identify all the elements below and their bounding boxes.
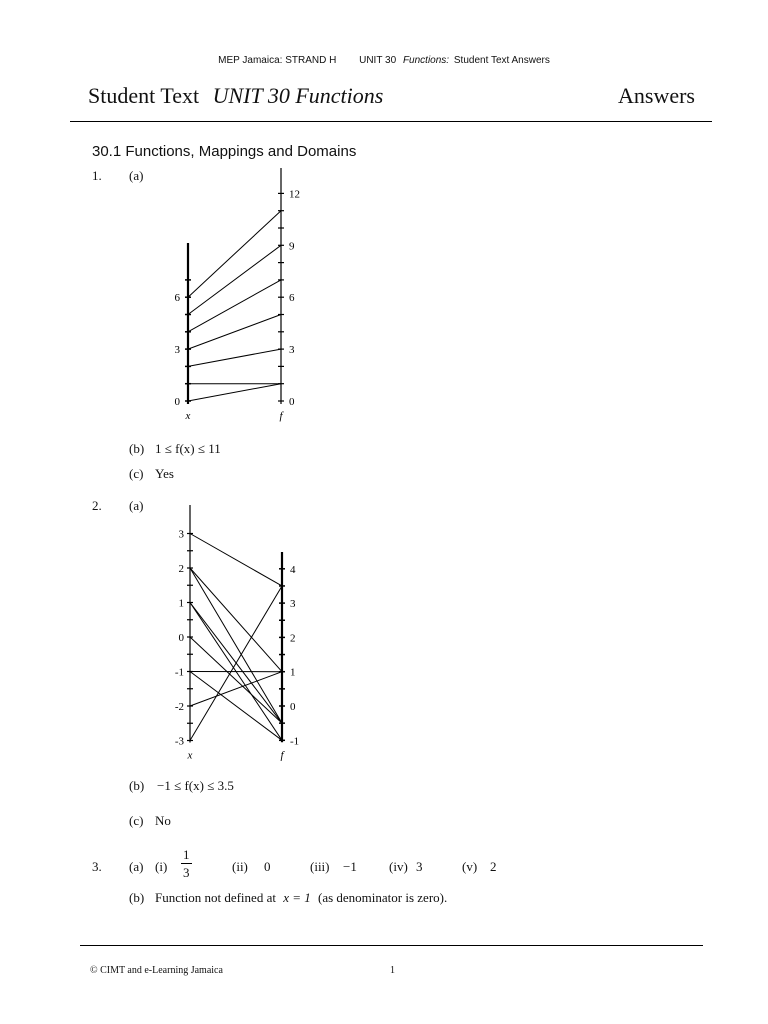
q3-label-i: (i) — [155, 859, 168, 874]
x-tick-label: 6 — [174, 292, 180, 305]
mapping-line — [188, 211, 281, 298]
q3-b-post: (as denominator is zero). — [318, 890, 448, 905]
q3-label-iv: (iv) — [389, 859, 408, 874]
q3-part-b: (b) — [129, 890, 145, 905]
q1-part-a: (a) — [129, 168, 144, 183]
footer-page-number: 1 — [390, 965, 395, 976]
f-tick-label: -1 — [290, 735, 300, 748]
footer-rule — [80, 945, 703, 946]
f-tick-label: 4 — [290, 563, 296, 576]
header-rule — [70, 121, 712, 122]
header-unit: UNIT 30 — [359, 55, 397, 66]
x-tick-label: 3 — [174, 344, 180, 357]
running-header — [0, 55, 768, 66]
q1-mapping-lines — [188, 211, 281, 401]
x-tick-label: -1 — [174, 666, 184, 679]
x-tick-label: -2 — [174, 701, 184, 713]
q2-part-b: (b) — [129, 778, 145, 793]
q3-label-iii: (iii) — [310, 859, 330, 874]
q1-part-c: (c) — [129, 466, 144, 481]
x-tick-label: 0 — [178, 632, 184, 644]
page-title — [88, 83, 383, 109]
q2-mapping-diagram — [160, 500, 320, 768]
q3-label-ii: (ii) — [232, 859, 248, 874]
mapping-line — [190, 672, 282, 741]
q2-part-c: (c) — [129, 813, 144, 828]
x-tick-label: -3 — [174, 735, 184, 748]
header-unit-group — [359, 55, 550, 66]
q3-b-pre: Function not defined at — [155, 890, 276, 905]
q3-value-iii: −1 — [343, 859, 357, 874]
q2-answer-c: No — [155, 813, 171, 828]
q1-mapping-diagram — [160, 165, 320, 430]
q3-b-math: x = 1 — [283, 890, 311, 905]
q1-range: 1 ≤ f(x) ≤ 11 — [155, 441, 221, 456]
q3-value-iv: 3 — [416, 859, 423, 874]
x-tick-label: 0 — [174, 396, 180, 408]
header-topic: Functions: — [402, 55, 450, 66]
x-tick-label: 3 — [178, 528, 184, 541]
f-tick-label: 0 — [290, 701, 296, 713]
x-axis-label: x — [185, 410, 191, 422]
f-tick-label: 9 — [289, 240, 295, 253]
mapping-line — [190, 586, 282, 741]
x-axis-label: x — [187, 749, 193, 762]
x-tick-label: 1 — [178, 597, 184, 610]
footer-copyright: © CIMT and e-Learning Jamaica — [90, 965, 223, 976]
header-suffix: Student Text Answers — [453, 55, 550, 66]
f-tick-label: 1 — [290, 666, 296, 679]
f-tick-label: 6 — [289, 292, 295, 305]
q3-fraction — [181, 848, 192, 879]
q3-label-v: (v) — [462, 859, 478, 874]
q2-mapping-lines — [190, 534, 282, 741]
x-tick-label: 2 — [178, 563, 184, 575]
q3-b-text — [155, 890, 447, 906]
f-tick-label: 12 — [289, 188, 300, 201]
section-heading: 30.1 Functions, Mappings and Domains — [92, 143, 357, 160]
q3-fraction-denominator: 3 — [183, 865, 190, 880]
q3-fraction-numerator: 1 — [183, 847, 190, 862]
f-tick-label: 2 — [290, 632, 296, 645]
f-tick-label: 3 — [290, 598, 296, 611]
title-unit: UNIT 30 Functions — [212, 83, 384, 108]
title-student-text: Student Text — [88, 83, 200, 108]
title-answers: Answers — [618, 83, 695, 108]
q3-value-v: 2 — [490, 859, 497, 874]
f-tick-label: 3 — [289, 344, 295, 357]
f-tick-label: 0 — [289, 396, 295, 408]
q2-tick-labels — [175, 529, 299, 762]
q2-number: 2. — [92, 498, 102, 513]
q1-answer-c: Yes — [155, 466, 174, 481]
mapping-line — [190, 637, 282, 723]
mapping-line — [190, 568, 282, 723]
q1-part-b: (b) — [129, 441, 145, 456]
mapping-line — [188, 349, 281, 366]
q3-number: 3. — [92, 859, 102, 874]
f-axis-label: f — [279, 410, 283, 422]
q2-range: −1 ≤ f(x) ≤ 3.5 — [157, 778, 234, 793]
mapping-line — [188, 245, 281, 314]
q1-number: 1. — [92, 168, 102, 183]
q3-part-a: (a) — [129, 859, 144, 874]
q2-part-a: (a) — [129, 498, 144, 513]
header-source: MEP Jamaica: STRAND H — [218, 55, 337, 66]
mapping-line — [188, 280, 281, 332]
mapping-line — [190, 534, 282, 586]
mapping-line — [188, 315, 281, 350]
q3-value-ii: 0 — [264, 859, 271, 874]
f-axis-label: f — [280, 749, 284, 762]
mapping-line — [188, 384, 281, 401]
